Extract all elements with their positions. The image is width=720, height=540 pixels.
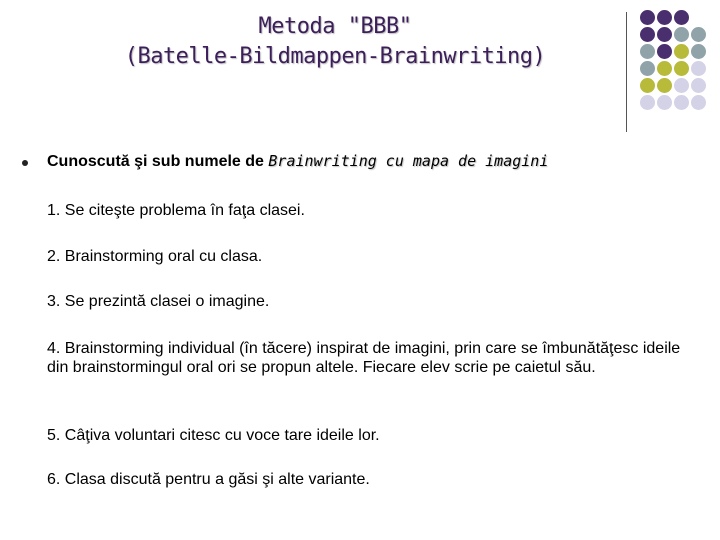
decorative-dot bbox=[674, 10, 689, 25]
title-line-1: Metoda "BBB" bbox=[258, 14, 412, 39]
intro-term: Brainwriting cu mapa de imagini bbox=[268, 152, 549, 170]
decorative-dot bbox=[674, 44, 689, 59]
slide-title bbox=[60, 12, 610, 72]
step-5: 5. Câţiva voluntari citesc cu voce tare ideile lor. bbox=[47, 427, 380, 444]
decorative-dot bbox=[640, 44, 655, 59]
decorative-dot-grid bbox=[640, 10, 720, 140]
decorative-dot bbox=[657, 78, 672, 93]
decorative-dot bbox=[691, 44, 706, 59]
decorative-dot bbox=[640, 78, 655, 93]
decorative-dot bbox=[657, 44, 672, 59]
title-line-2: (Batelle-Bildmappen-Brainwriting) bbox=[124, 44, 546, 69]
decorative-dot bbox=[691, 95, 706, 110]
step-3: 3. Se prezintă clasei o imagine. bbox=[47, 293, 270, 310]
decorative-dot bbox=[674, 61, 689, 76]
decorative-dot bbox=[691, 61, 706, 76]
decorative-dot bbox=[674, 27, 689, 42]
decorative-dot bbox=[640, 10, 655, 25]
decorative-dot bbox=[640, 95, 655, 110]
decorative-dot bbox=[674, 78, 689, 93]
decorative-dot bbox=[691, 27, 706, 42]
decorative-dot bbox=[640, 27, 655, 42]
step-2: 2. Brainstorming oral cu clasa. bbox=[47, 248, 263, 265]
decorative-dot bbox=[691, 78, 706, 93]
step-4: 4. Brainstorming individual (în tăcere) inspirat de imagini, prin care se îmbunătăţesc ideile din brainstormingul oral ori se propun altele. Fiecare elev scrie pe caietul său. bbox=[47, 340, 681, 376]
step-1: 1. Se citeşte problema în faţa clasei. bbox=[47, 202, 305, 219]
decorative-divider bbox=[626, 12, 627, 132]
intro-lead: Cunoscută şi sub numele de bbox=[47, 153, 264, 170]
intro-text bbox=[47, 152, 548, 171]
step-6: 6. Clasa discută pentru a găsi şi alte variante. bbox=[47, 471, 370, 488]
decorative-dot bbox=[640, 61, 655, 76]
decorative-dot bbox=[657, 27, 672, 42]
decorative-dot bbox=[657, 95, 672, 110]
bullet-icon bbox=[22, 160, 28, 166]
decorative-dot bbox=[674, 95, 689, 110]
decorative-dot bbox=[657, 10, 672, 25]
decorative-dot bbox=[657, 61, 672, 76]
